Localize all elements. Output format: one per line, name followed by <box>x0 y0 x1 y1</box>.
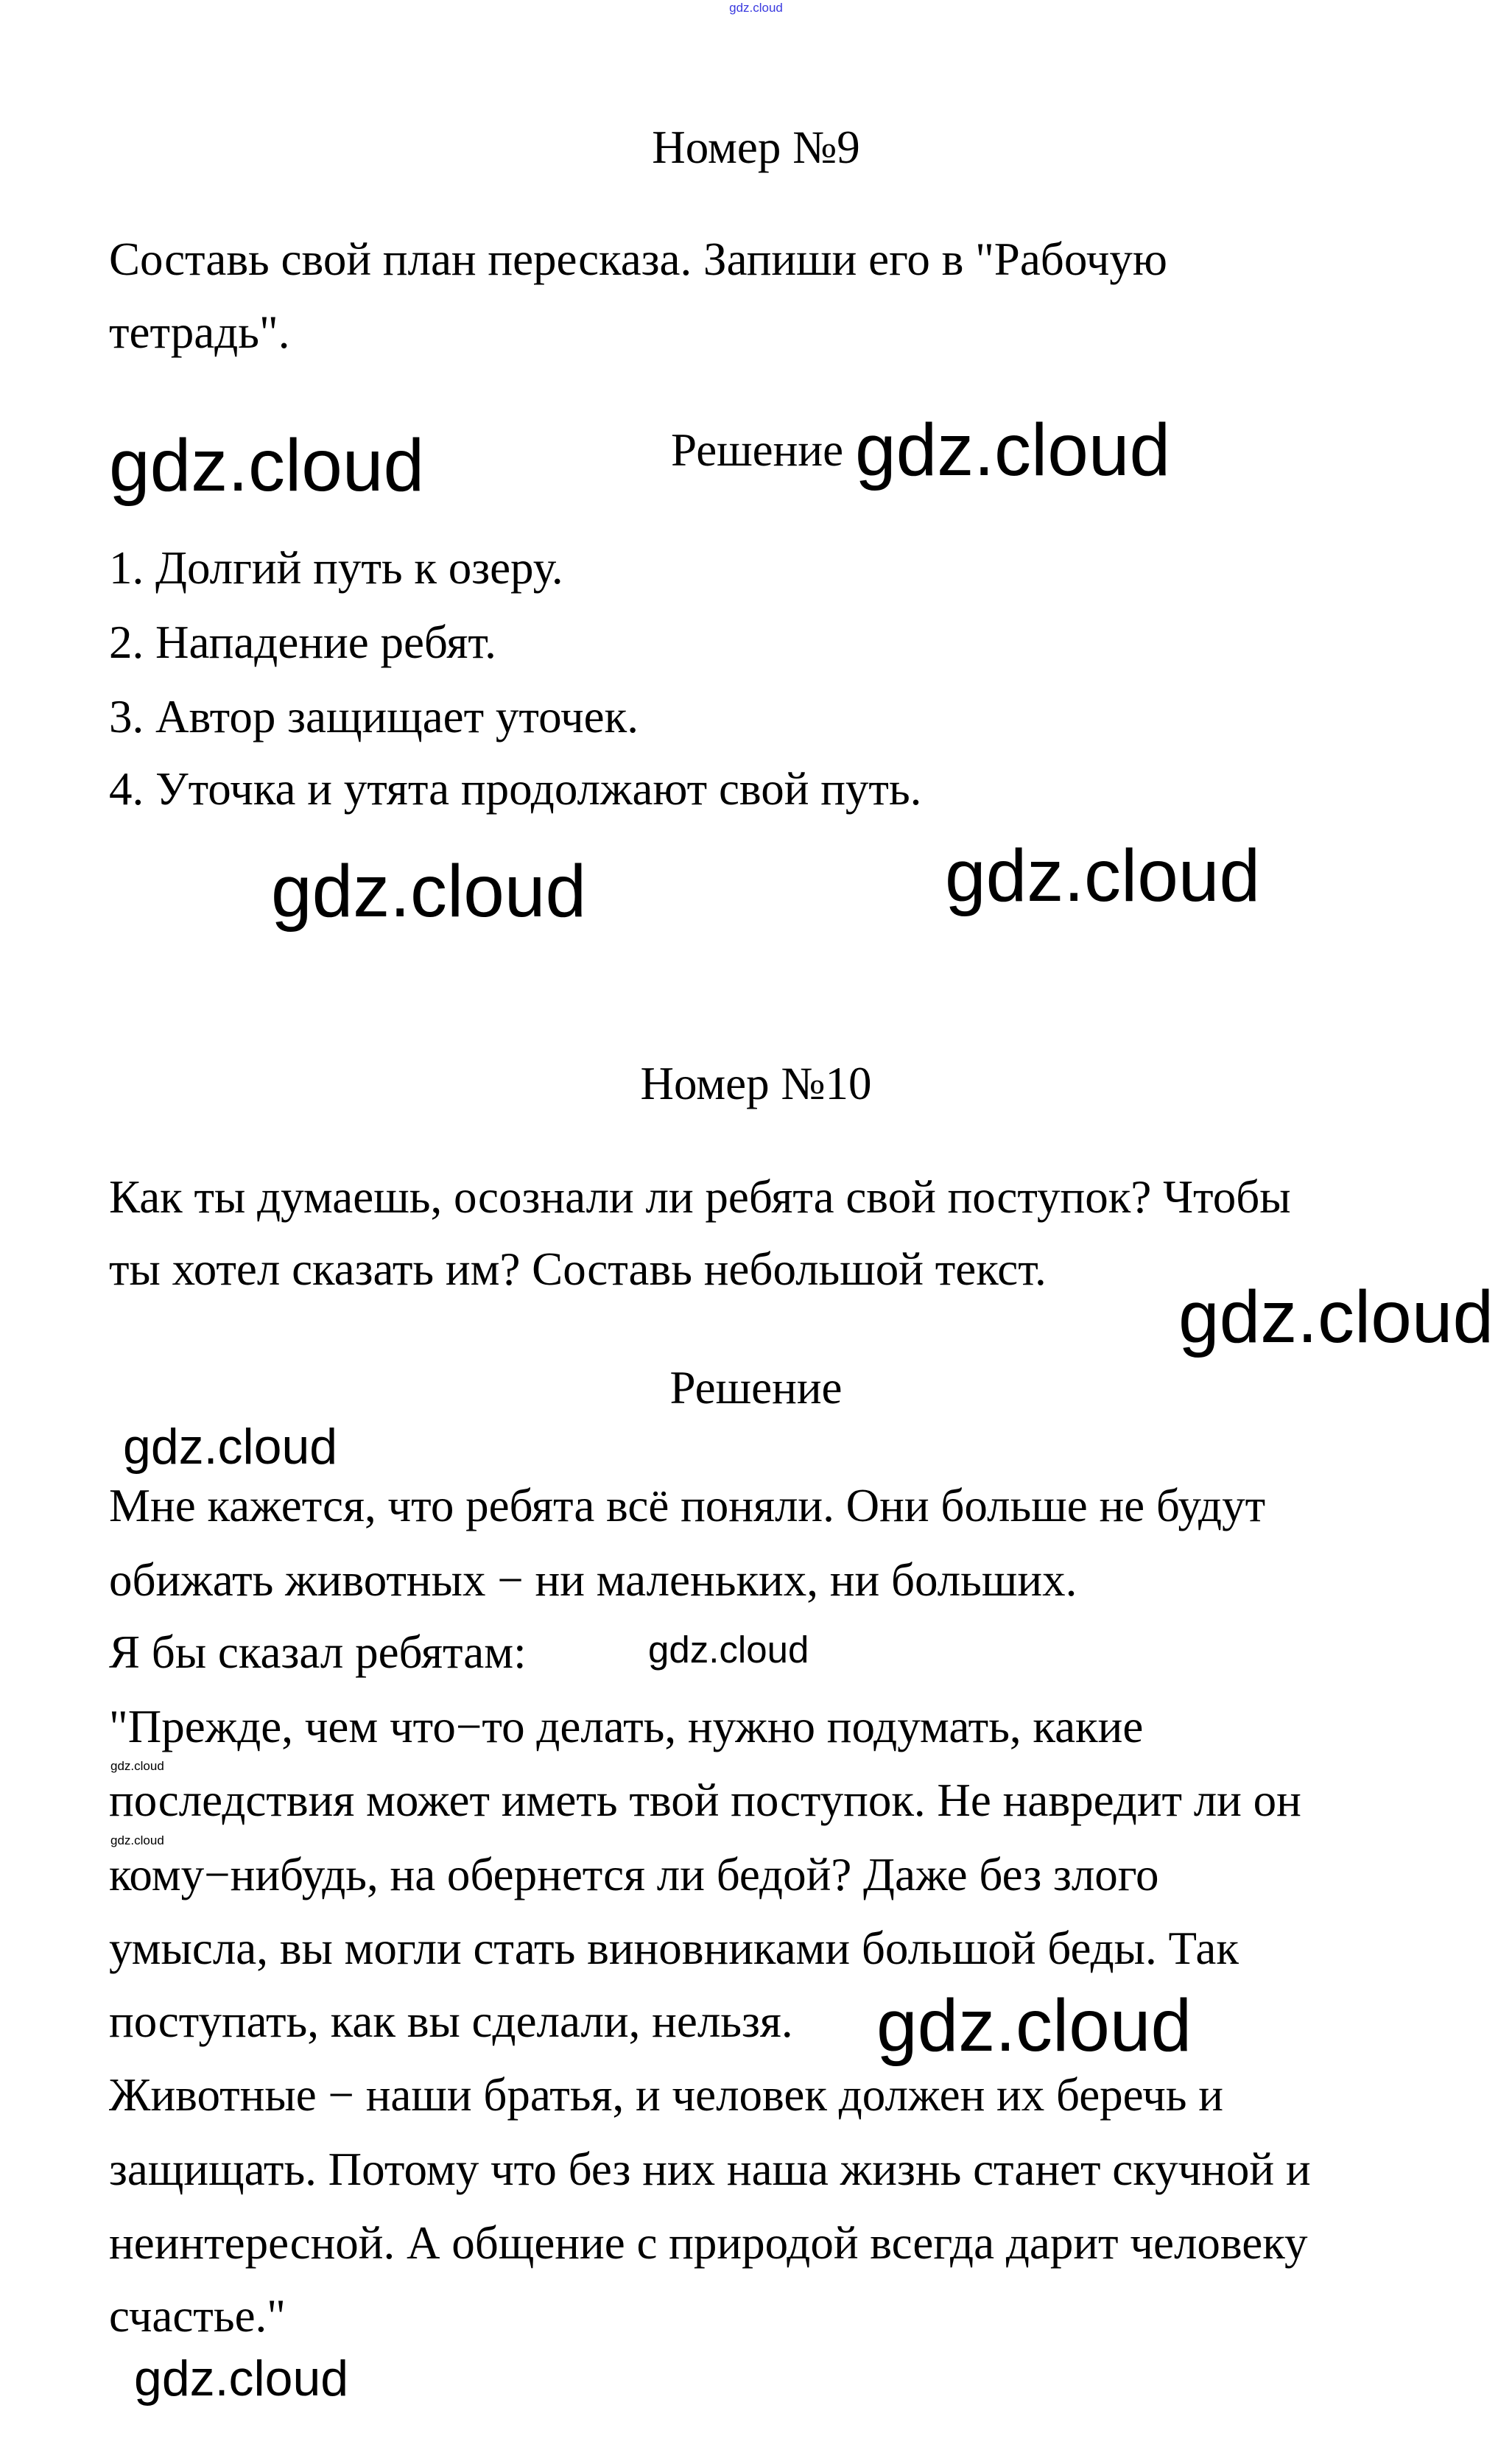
watermark-top[interactable]: gdz.cloud <box>729 1 783 15</box>
plan-item: 1. Долгий путь к озеру. <box>109 542 563 594</box>
answer-line: защищать. Потому что без них наша жизнь станет скучной и <box>109 2144 1311 2195</box>
answer-line: счастье." <box>109 2290 286 2342</box>
answer-line: неинтересной. А общение с природой всегда дарит человеку <box>109 2217 1308 2269</box>
plan-item: 4. Уточка и утята продолжают свой путь. <box>109 763 922 815</box>
watermark: gdz.cloud <box>648 1629 809 1671</box>
answer-line: "Прежде, чем что−то делать, нужно подумать, какие <box>109 1701 1144 1752</box>
task9-title: Номер №9 <box>652 122 860 173</box>
watermark: gdz.cloud <box>110 1759 164 1773</box>
plan-item: 2. Нападение ребят. <box>109 617 496 668</box>
task10-question-line: ты хотел сказать им? Составь небольшой текст. <box>109 1243 1047 1295</box>
watermark: gdz.cloud <box>271 850 587 933</box>
watermark: gdz.cloud <box>109 424 425 507</box>
answer-line: последствия может иметь твой поступок. Не навредит ли он <box>109 1774 1301 1826</box>
answer-line: Животные − наши братья, и человек должен их беречь и <box>109 2069 1223 2121</box>
watermark: gdz.cloud <box>945 835 1261 917</box>
watermark: gdz.cloud <box>110 1833 164 1847</box>
answer-line: обижать животных − ни маленьких, ни больших. <box>109 1554 1077 1606</box>
watermark: gdz.cloud <box>855 409 1171 491</box>
watermark: gdz.cloud <box>876 1984 1192 2067</box>
task9-question-line: тетрадь". <box>109 306 290 358</box>
plan-item: 3. Автор защищает уточек. <box>109 691 639 742</box>
watermark: gdz.cloud <box>134 2351 349 2406</box>
answer-line: Мне кажется, что ребята всё поняли. Они больше не будут <box>109 1480 1266 1531</box>
answer-line: Я бы сказал ребятам: <box>109 1626 527 1678</box>
task10-title: Номер №10 <box>640 1058 872 1109</box>
answer-line: поступать, как вы сделали, нельзя. <box>109 1995 793 2047</box>
answer-line: умысла, вы могли стать виновниками большой беды. Так <box>109 1923 1239 1974</box>
watermark: gdz.cloud <box>123 1419 338 1475</box>
task9-question-line: Составь свой план пересказа. Запиши его в "Рабочую <box>109 234 1167 285</box>
answer-line: кому−нибудь, на обернется ли бедой? Даже без злого <box>109 1849 1159 1900</box>
task10-solution-label: Решение <box>669 1362 843 1414</box>
task9-solution-label: Решение <box>671 424 844 476</box>
watermark: gdz.cloud <box>1178 1276 1494 1358</box>
task10-question-line: Как ты думаешь, осознали ли ребята свой поступок? Чтобы <box>109 1171 1291 1223</box>
